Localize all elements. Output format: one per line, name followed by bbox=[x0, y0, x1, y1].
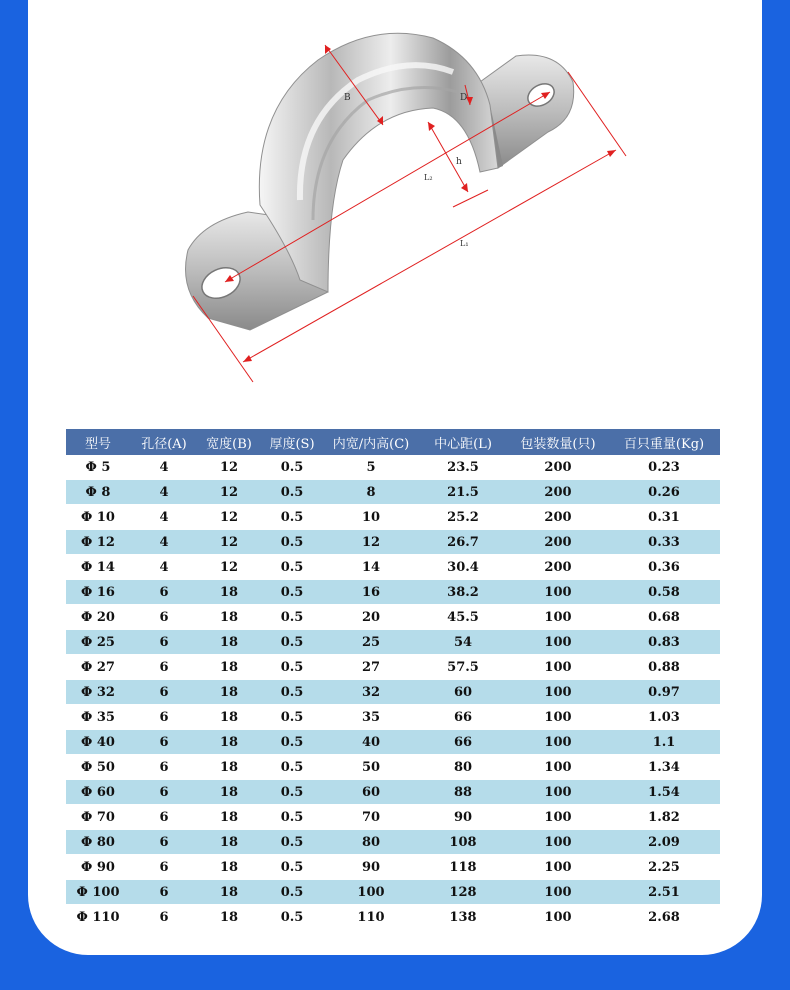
table-cell: Φ 110 bbox=[66, 905, 130, 930]
table-cell: 12 bbox=[198, 530, 260, 555]
table-row bbox=[66, 455, 720, 480]
table-cell: 0.5 bbox=[260, 455, 324, 480]
table-cell: 18 bbox=[198, 755, 260, 780]
table-cell: Φ 25 bbox=[66, 630, 130, 655]
table-row bbox=[66, 730, 720, 755]
table-cell: 100 bbox=[508, 780, 608, 805]
table-cell: 100 bbox=[508, 755, 608, 780]
table-cell: Φ 50 bbox=[66, 755, 130, 780]
table-row bbox=[66, 880, 720, 905]
table-cell: 12 bbox=[198, 505, 260, 530]
table-cell: 118 bbox=[418, 855, 508, 880]
table-cell: 57.5 bbox=[418, 655, 508, 680]
spec-table-header bbox=[66, 429, 720, 455]
table-cell: 35 bbox=[324, 705, 418, 730]
table-row bbox=[66, 630, 720, 655]
table-cell: Φ 8 bbox=[66, 480, 130, 505]
table-cell: 1.1 bbox=[608, 730, 720, 755]
header-row bbox=[66, 429, 720, 455]
table-cell: 18 bbox=[198, 630, 260, 655]
table-cell: 25 bbox=[324, 630, 418, 655]
table-cell: Φ 10 bbox=[66, 505, 130, 530]
table-cell: 0.5 bbox=[260, 605, 324, 630]
table-cell: 0.58 bbox=[608, 580, 720, 605]
table-cell: 6 bbox=[130, 605, 198, 630]
table-cell: 6 bbox=[130, 780, 198, 805]
table-cell: 4 bbox=[130, 455, 198, 480]
table-cell: Φ 80 bbox=[66, 830, 130, 855]
table-cell: 80 bbox=[324, 830, 418, 855]
table-cell: 6 bbox=[130, 830, 198, 855]
table-cell: 66 bbox=[418, 730, 508, 755]
table-cell: 108 bbox=[418, 830, 508, 855]
dimension-l2-label: L₂ bbox=[424, 173, 433, 182]
table-cell: 50 bbox=[324, 755, 418, 780]
table-cell: 18 bbox=[198, 780, 260, 805]
table-cell: 60 bbox=[324, 780, 418, 805]
table-cell: 12 bbox=[198, 455, 260, 480]
dimension-h-line bbox=[428, 122, 468, 192]
table-row bbox=[66, 805, 720, 830]
table-cell: 100 bbox=[508, 880, 608, 905]
table-cell: 18 bbox=[198, 905, 260, 930]
table-cell: 0.5 bbox=[260, 480, 324, 505]
table-cell: Φ 16 bbox=[66, 580, 130, 605]
table-row bbox=[66, 755, 720, 780]
table-cell: 18 bbox=[198, 880, 260, 905]
table-cell: 0.26 bbox=[608, 480, 720, 505]
table-cell: 6 bbox=[130, 630, 198, 655]
table-cell: 100 bbox=[508, 730, 608, 755]
table-cell: 45.5 bbox=[418, 605, 508, 630]
table-cell: 1.34 bbox=[608, 755, 720, 780]
table-cell: 38.2 bbox=[418, 580, 508, 605]
table-cell: 18 bbox=[198, 580, 260, 605]
table-cell: 0.36 bbox=[608, 555, 720, 580]
table-cell: 66 bbox=[418, 705, 508, 730]
table-cell: 1.82 bbox=[608, 805, 720, 830]
table-cell: 90 bbox=[324, 855, 418, 880]
table-cell: 0.33 bbox=[608, 530, 720, 555]
table-cell: 26.7 bbox=[418, 530, 508, 555]
table-cell: 4 bbox=[130, 555, 198, 580]
table-cell: 6 bbox=[130, 905, 198, 930]
column-header: 孔径(A) bbox=[130, 429, 198, 455]
table-cell: 4 bbox=[130, 480, 198, 505]
table-cell: 6 bbox=[130, 880, 198, 905]
table-cell: Φ 32 bbox=[66, 680, 130, 705]
column-header: 厚度(S) bbox=[260, 429, 324, 455]
table-cell: 138 bbox=[418, 905, 508, 930]
table-cell: 0.5 bbox=[260, 730, 324, 755]
table-cell: 27 bbox=[324, 655, 418, 680]
table-cell: Φ 40 bbox=[66, 730, 130, 755]
table-row bbox=[66, 655, 720, 680]
table-cell: 60 bbox=[418, 680, 508, 705]
table-cell: 0.5 bbox=[260, 655, 324, 680]
table-cell: 0.5 bbox=[260, 555, 324, 580]
table-cell: 21.5 bbox=[418, 480, 508, 505]
dimension-h-tick bbox=[453, 190, 488, 207]
table-cell: 2.09 bbox=[608, 830, 720, 855]
table-cell: 90 bbox=[418, 805, 508, 830]
table-cell: 100 bbox=[508, 630, 608, 655]
table-cell: Φ 27 bbox=[66, 655, 130, 680]
table-cell: 100 bbox=[508, 680, 608, 705]
table-cell: 0.5 bbox=[260, 780, 324, 805]
table-cell: 0.23 bbox=[608, 455, 720, 480]
table-cell: 8 bbox=[324, 480, 418, 505]
table-cell: 6 bbox=[130, 805, 198, 830]
table-cell: 40 bbox=[324, 730, 418, 755]
table-cell: 54 bbox=[418, 630, 508, 655]
table-row bbox=[66, 680, 720, 705]
table-cell: 0.5 bbox=[260, 630, 324, 655]
table-cell: 100 bbox=[324, 880, 418, 905]
table-cell: 18 bbox=[198, 680, 260, 705]
table-cell: Φ 12 bbox=[66, 530, 130, 555]
pipe-clamp-illustration bbox=[28, 0, 762, 400]
table-cell: 0.5 bbox=[260, 755, 324, 780]
table-cell: 5 bbox=[324, 455, 418, 480]
table-cell: 0.5 bbox=[260, 705, 324, 730]
table-cell: 25.2 bbox=[418, 505, 508, 530]
table-cell: 100 bbox=[508, 805, 608, 830]
table-cell: 0.5 bbox=[260, 880, 324, 905]
column-header: 中心距(L) bbox=[418, 429, 508, 455]
column-header: 内宽/内高(C) bbox=[324, 429, 418, 455]
dimension-l1-label: L₁ bbox=[460, 239, 469, 248]
table-cell: 0.68 bbox=[608, 605, 720, 630]
table-cell: 200 bbox=[508, 505, 608, 530]
table-cell: 128 bbox=[418, 880, 508, 905]
table-row bbox=[66, 830, 720, 855]
table-cell: Φ 90 bbox=[66, 855, 130, 880]
spec-table bbox=[66, 429, 720, 930]
table-cell: 0.31 bbox=[608, 505, 720, 530]
table-cell: Φ 14 bbox=[66, 555, 130, 580]
column-header: 包装数量(只) bbox=[508, 429, 608, 455]
table-cell: 6 bbox=[130, 580, 198, 605]
table-cell: 18 bbox=[198, 655, 260, 680]
table-cell: 70 bbox=[324, 805, 418, 830]
content-card bbox=[28, 0, 762, 955]
table-cell: 100 bbox=[508, 830, 608, 855]
table-row bbox=[66, 480, 720, 505]
table-cell: 100 bbox=[508, 580, 608, 605]
table-cell: 0.97 bbox=[608, 680, 720, 705]
table-cell: Φ 70 bbox=[66, 805, 130, 830]
table-cell: 16 bbox=[324, 580, 418, 605]
table-cell: 2.68 bbox=[608, 905, 720, 930]
table-row bbox=[66, 580, 720, 605]
table-cell: 18 bbox=[198, 830, 260, 855]
table-row bbox=[66, 780, 720, 805]
table-cell: 110 bbox=[324, 905, 418, 930]
table-cell: 6 bbox=[130, 730, 198, 755]
table-cell: 200 bbox=[508, 455, 608, 480]
table-cell: Φ 60 bbox=[66, 780, 130, 805]
table-cell: 80 bbox=[418, 755, 508, 780]
spec-table-body bbox=[66, 455, 720, 930]
table-cell: 12 bbox=[198, 480, 260, 505]
table-cell: 18 bbox=[198, 605, 260, 630]
table-cell: 0.5 bbox=[260, 830, 324, 855]
table-cell: 6 bbox=[130, 655, 198, 680]
table-cell: 23.5 bbox=[418, 455, 508, 480]
table-row bbox=[66, 505, 720, 530]
table-cell: 0.5 bbox=[260, 855, 324, 880]
table-cell: 6 bbox=[130, 855, 198, 880]
table-cell: 1.03 bbox=[608, 705, 720, 730]
table-cell: 88 bbox=[418, 780, 508, 805]
dimension-b-label: B bbox=[344, 93, 351, 103]
table-cell: 0.5 bbox=[260, 680, 324, 705]
table-cell: 0.5 bbox=[260, 530, 324, 555]
table-cell: 4 bbox=[130, 505, 198, 530]
table-cell: 18 bbox=[198, 730, 260, 755]
table-row bbox=[66, 855, 720, 880]
table-cell: 100 bbox=[508, 905, 608, 930]
table-cell: 12 bbox=[198, 555, 260, 580]
table-row bbox=[66, 605, 720, 630]
table-cell: 0.88 bbox=[608, 655, 720, 680]
table-cell: 1.54 bbox=[608, 780, 720, 805]
table-cell: 10 bbox=[324, 505, 418, 530]
table-cell: 6 bbox=[130, 680, 198, 705]
table-cell: Φ 100 bbox=[66, 880, 130, 905]
table-cell: 100 bbox=[508, 855, 608, 880]
column-header: 宽度(B) bbox=[198, 429, 260, 455]
table-row bbox=[66, 705, 720, 730]
table-cell: 18 bbox=[198, 805, 260, 830]
table-cell: 100 bbox=[508, 705, 608, 730]
table-cell: 200 bbox=[508, 530, 608, 555]
column-header: 百只重量(Kg) bbox=[608, 429, 720, 455]
column-header: 型号 bbox=[66, 429, 130, 455]
table-cell: Φ 35 bbox=[66, 705, 130, 730]
table-cell: 0.5 bbox=[260, 805, 324, 830]
table-cell: 0.83 bbox=[608, 630, 720, 655]
table-cell: 0.5 bbox=[260, 580, 324, 605]
table-cell: 14 bbox=[324, 555, 418, 580]
table-cell: 18 bbox=[198, 705, 260, 730]
table-cell: 2.25 bbox=[608, 855, 720, 880]
saddle-arch bbox=[259, 33, 498, 292]
table-cell: Φ 5 bbox=[66, 455, 130, 480]
table-cell: 0.5 bbox=[260, 505, 324, 530]
table-cell: 20 bbox=[324, 605, 418, 630]
dimension-d-label: D bbox=[460, 93, 468, 103]
table-cell: 30.4 bbox=[418, 555, 508, 580]
dimension-l1-right-tick bbox=[568, 72, 626, 156]
table-cell: 18 bbox=[198, 855, 260, 880]
dimension-h-label: h bbox=[456, 157, 462, 167]
table-cell: 100 bbox=[508, 655, 608, 680]
table-cell: 32 bbox=[324, 680, 418, 705]
table-cell: 0.5 bbox=[260, 905, 324, 930]
table-cell: Φ 20 bbox=[66, 605, 130, 630]
table-cell: 200 bbox=[508, 555, 608, 580]
table-cell: 6 bbox=[130, 755, 198, 780]
table-cell: 12 bbox=[324, 530, 418, 555]
table-cell: 4 bbox=[130, 530, 198, 555]
table-row bbox=[66, 905, 720, 930]
table-cell: 200 bbox=[508, 480, 608, 505]
table-row bbox=[66, 530, 720, 555]
table-row bbox=[66, 555, 720, 580]
table-cell: 6 bbox=[130, 705, 198, 730]
table-cell: 100 bbox=[508, 605, 608, 630]
table-cell: 2.51 bbox=[608, 880, 720, 905]
